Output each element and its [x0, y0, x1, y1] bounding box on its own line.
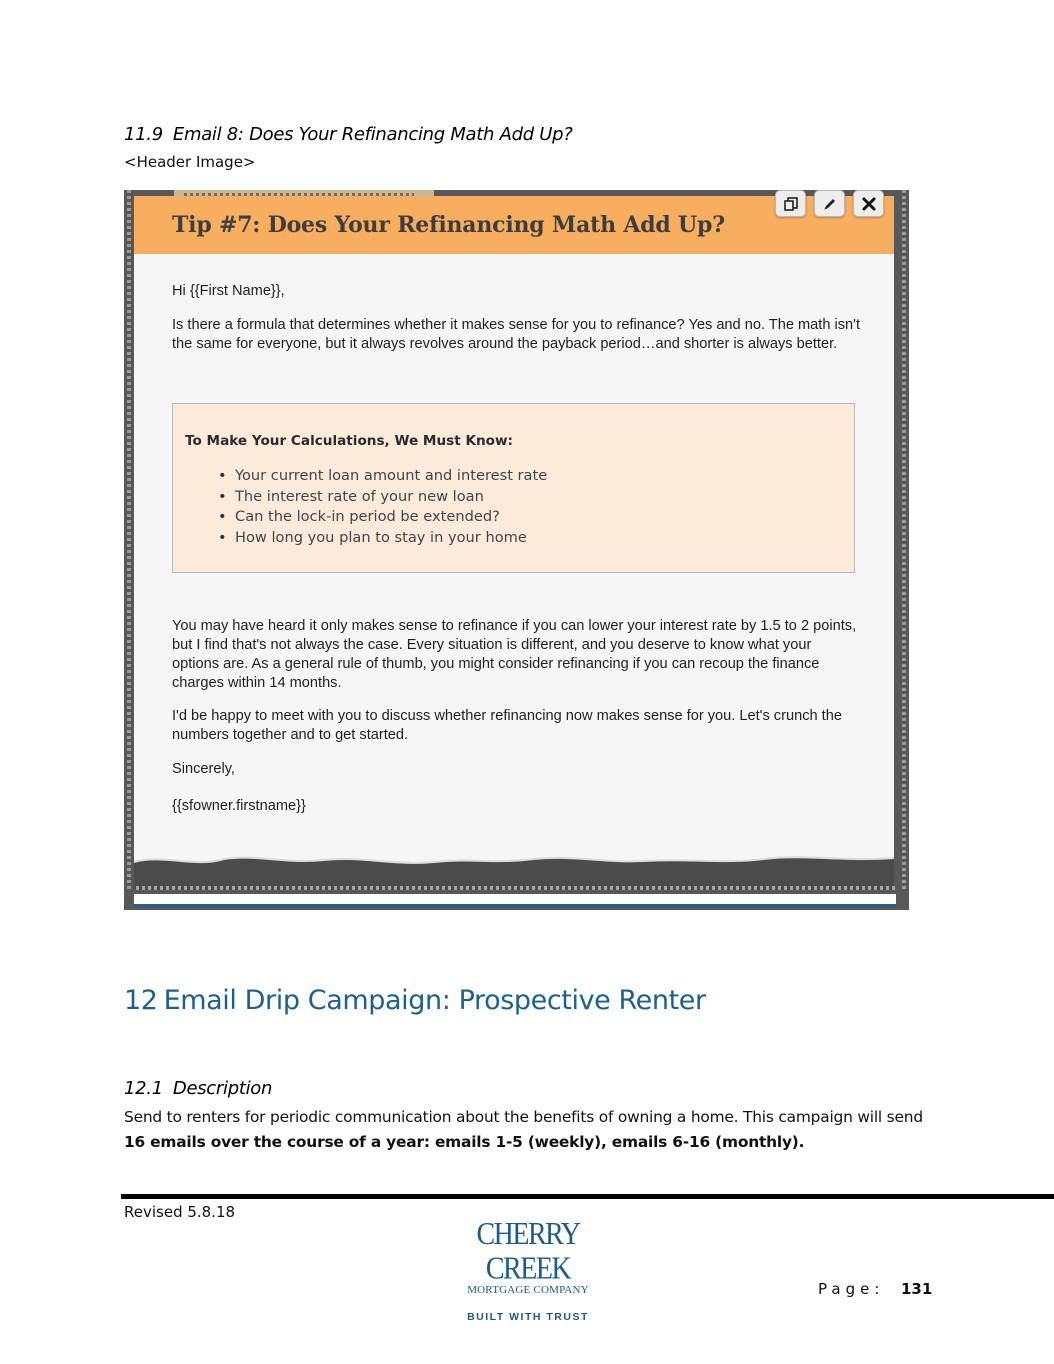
- page-number: 131: [901, 1280, 933, 1298]
- revised-date: Revised 5.8.18: [124, 1203, 236, 1221]
- copy-button[interactable]: [775, 190, 806, 217]
- frame-bottom-line: [134, 904, 896, 907]
- calculation-list: [218, 466, 547, 548]
- logo-sub-text: MORTGAGE COMPANY: [467, 1284, 589, 1296]
- email-content: [134, 196, 894, 866]
- footer-rule: [121, 1194, 1054, 1199]
- section-number: 11.9: [124, 124, 163, 145]
- list-item: • Your current loan amount and interest rate: [218, 466, 547, 487]
- email-intro: Is there a formula that determines whether it makes sense for you to refinance? Yes and no. The math isn't the same for everyone, but it always revolves around the payback period…and shorter is always better.: [172, 317, 860, 352]
- calculation-box: [172, 403, 855, 573]
- section-title: Email 8: Does Your Refinancing Math Add Up?: [172, 124, 573, 145]
- tip-title: Tip #7: Does Your Refinancing Math Add Up?: [172, 212, 725, 238]
- company-logo: [448, 1216, 608, 1323]
- pencil-icon: [822, 196, 838, 212]
- frame-bottom-band: [134, 894, 896, 904]
- torn-paper-edge: [134, 850, 894, 890]
- frame-border-right: [902, 190, 906, 890]
- subsection-heading: [124, 1078, 272, 1099]
- email-closing: Sincerely,: [172, 761, 235, 777]
- list-item: • The interest rate of your new loan: [218, 487, 547, 508]
- chapter-title-text: Email Drip Campaign: Prospective Renter: [163, 985, 706, 1016]
- chapter-title: [124, 985, 706, 1016]
- logo-main-text: CHERRY CREEK: [476, 1216, 580, 1287]
- list-item: • Can the lock-in period be extended?: [218, 507, 547, 528]
- description-bold-text: 16 emails over the course of a year: emails 1-5 (weekly), emails 6-16 (monthly).: [124, 1133, 805, 1151]
- section-heading: [124, 124, 573, 145]
- logo-tagline: BUILT WITH TRUST: [467, 1311, 589, 1323]
- email-signature: {{sfowner.firstname}}: [172, 798, 306, 814]
- header-image-label: <Header Image>: [124, 153, 256, 171]
- close-button[interactable]: [853, 190, 884, 217]
- page-label: Page:: [818, 1280, 885, 1298]
- email-paragraph-meet: I'd be happy to meet with you to discuss whether refinancing now makes sense for you. Let's crunch the numbers together and to get started.: [172, 708, 842, 743]
- chapter-number: 12: [124, 985, 158, 1016]
- email-greeting: Hi {{First Name}},: [172, 283, 285, 299]
- email-paragraph-refinance: You may have heard it only makes sense to refinance if you can lower your interest rate by 1.5 to 2 points, but I find that's not always the case. Every situation is different, and you deserve to know what your options are. As a general rule of thumb, you might consider refinancing if you can recoup the finance charges within 14 months.: [172, 618, 857, 691]
- list-item: • How long you plan to stay in your home: [218, 528, 547, 549]
- subsection-number: 12.1: [124, 1078, 163, 1099]
- email-toolbar: [775, 190, 884, 217]
- copy-icon: [783, 196, 799, 212]
- frame-bottom-dots: [136, 886, 896, 890]
- edit-button[interactable]: [814, 190, 845, 217]
- email-screenshot: [124, 190, 909, 910]
- subsection-description: [124, 1105, 924, 1155]
- calculation-box-title: To Make Your Calculations, We Must Know:: [185, 433, 513, 449]
- description-text: Send to renters for periodic communication about the benefits of owning a home. This campaign will send: [124, 1108, 923, 1126]
- subsection-title: Description: [172, 1078, 273, 1099]
- frame-border-left: [127, 190, 131, 890]
- tip-banner: [134, 196, 894, 254]
- close-icon: [861, 196, 877, 212]
